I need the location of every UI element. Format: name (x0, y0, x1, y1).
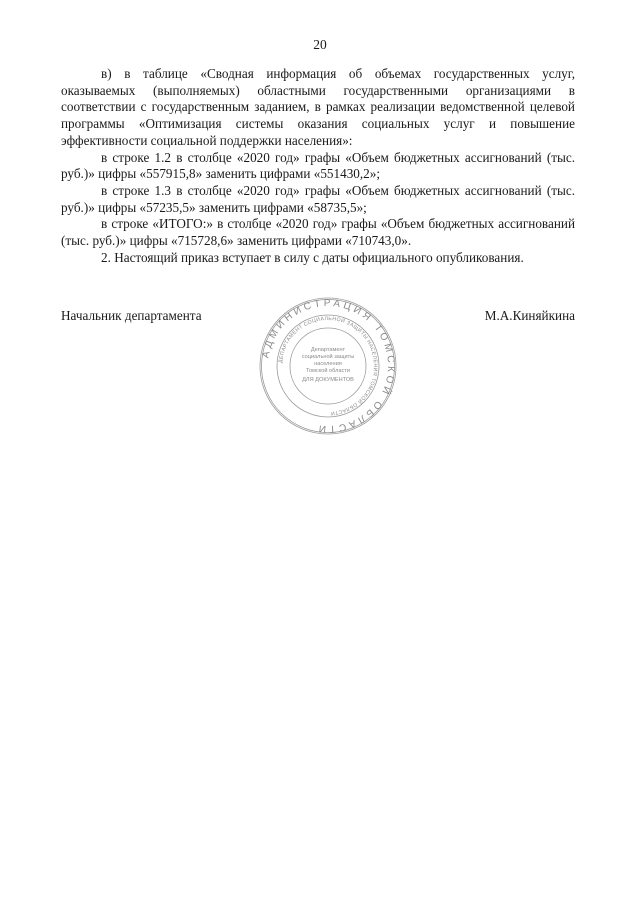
signatory-name: М.А.Киняйкина (484, 308, 575, 323)
paragraph-row-1-2: в строке 1.2 в столбце «2020 год» графы «Объем бюджетных ассигнований (тыс. руб.)» цифры «557915,8» заменить цифрами «551430,2»; (61, 149, 575, 182)
seal-center-line-1: Департамент (310, 347, 346, 353)
seal-center-line-2: социальной защиты (301, 354, 355, 360)
paragraph-table-intro: в) в таблице «Сводная информация об объемах государственных услуг, оказываемых (выполняемых) областными государственными организациями в соответствии с государственным заданием, в рамках реализации ведомственной целевой программы «Оптимизация системы оказания социальных услуг и повышение эффективности социальной поддержки населения»: (61, 66, 575, 148)
seal-center-line-3: населения (314, 361, 342, 367)
document-body (61, 66, 575, 266)
official-seal-stamp (258, 296, 398, 436)
seal-inner-text: ДЕПАРТАМЕНТ СОЦИАЛЬНОЙ ЗАЩИТЫ НАСЕЛЕНИЯ ТОМСКОЙ ОБЛАСТИ (278, 315, 379, 416)
seal-outer-text: АДМИНИСТРАЦИЯ ТОМСКОЙ ОБЛАСТИ (260, 297, 397, 435)
paragraph-row-total: в строке «ИТОГО:» в столбце «2020 год» графы «Объем бюджетных ассигнований (тыс. руб.)» цифры «715728,6» заменить цифрами «710743,0». (61, 216, 575, 249)
signatory-position: Начальник департамента (61, 308, 202, 323)
seal-center-line-5: ДЛЯ ДОКУМЕНТОВ (302, 377, 354, 383)
paragraph-row-1-3: в строке 1.3 в столбце «2020 год» графы «Объем бюджетных ассигнований (тыс. руб.)» цифры «57235,5» заменить цифрами «58735,5»; (61, 182, 575, 215)
paragraph-effective-date: 2. Настоящий приказ вступает в силу с даты официального опубликования. (101, 249, 524, 265)
page-number: 20 (313, 37, 327, 52)
seal-center-line-4: Томской области (306, 368, 350, 374)
